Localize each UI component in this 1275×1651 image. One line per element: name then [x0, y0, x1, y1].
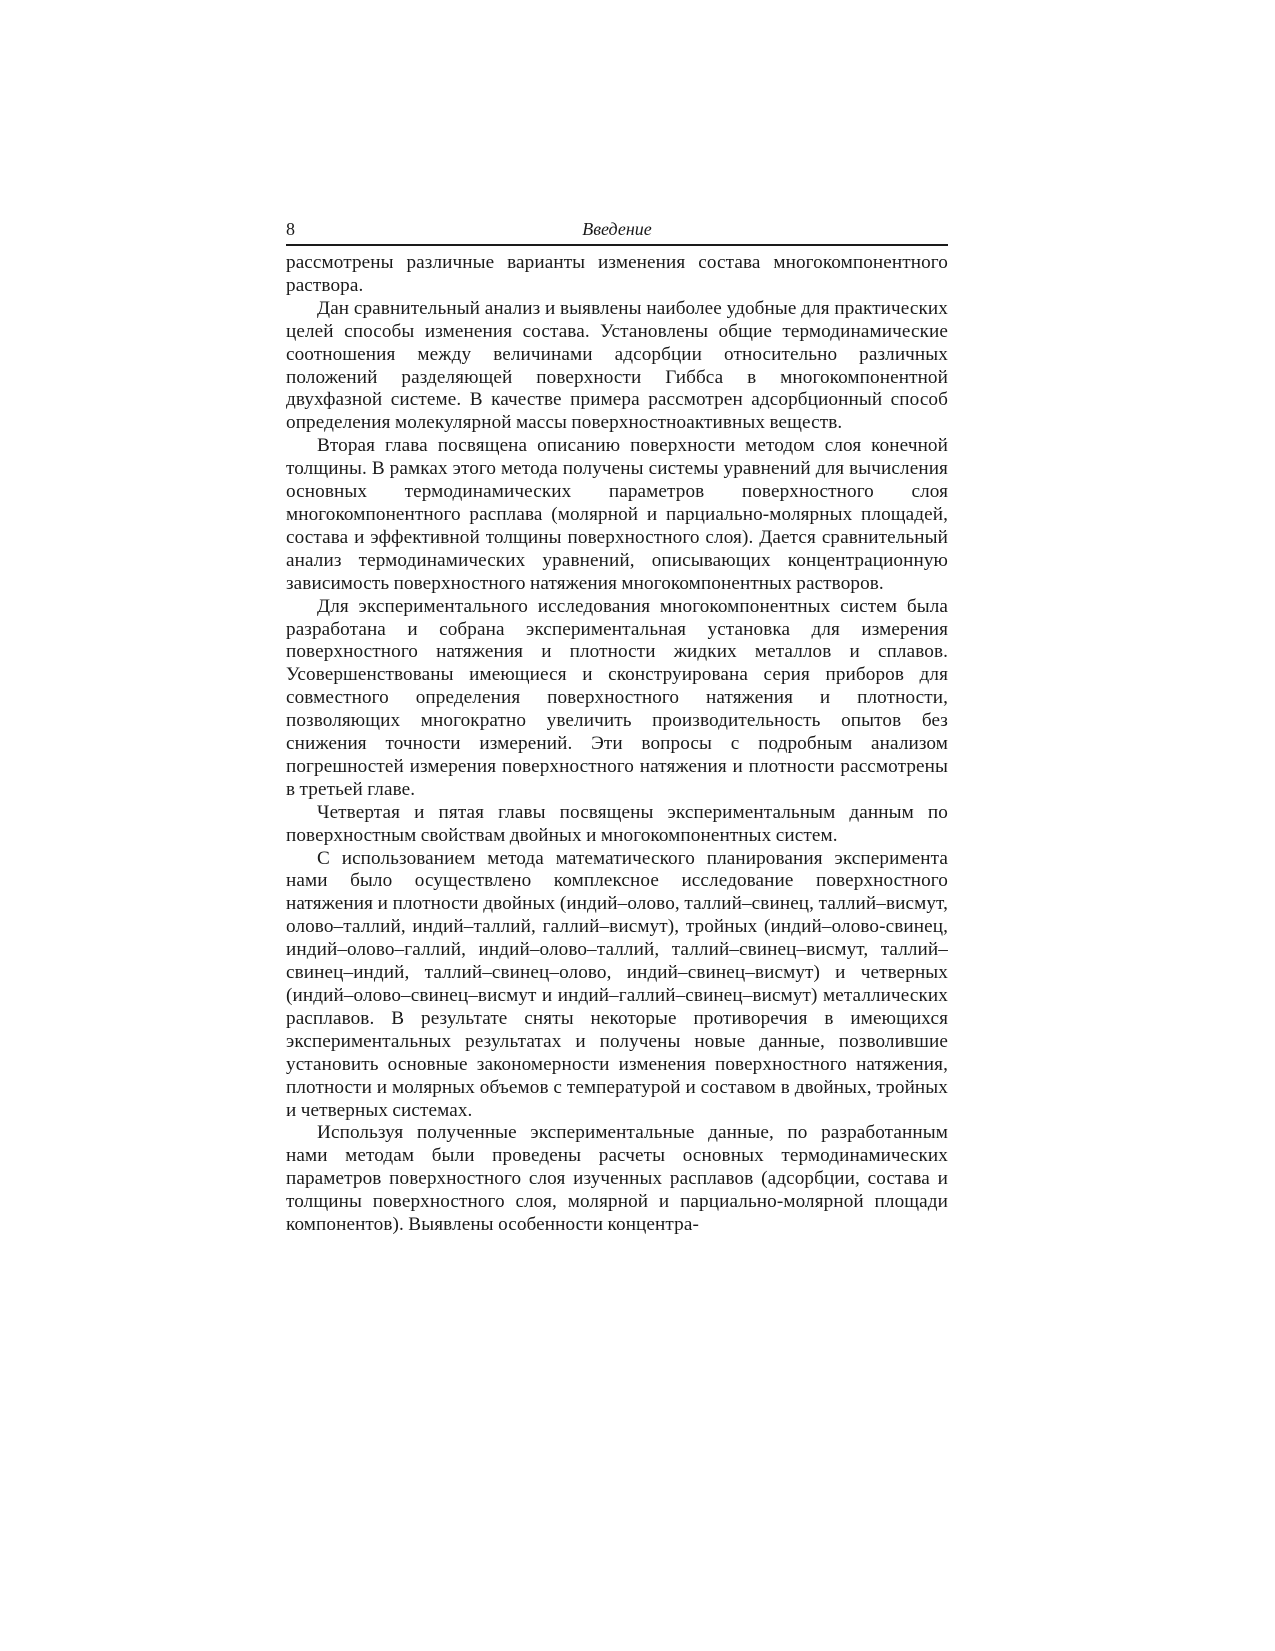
running-title: Введение: [582, 219, 652, 239]
body-text: [286, 252, 948, 1237]
paragraph: С использованием метода математического планирования эксперимента нами было осуществлено комплексное исследование поверхностного натяжения и плотности двойных (индий–олово, таллий–свинец, таллий–висмут, олово–таллий, индий–таллий, галлий–висмут), тройных (индий–олово-свинец, индий–олово–галлий, индий–олово–таллий, таллий–свинец–висмут, таллий–свинец–индий, таллий–свинец–олово, индий–свинец–висмут) и четверных (индий–олово–свинец–висмут и индий–галлий–свинец–висмут) металлических расплавов. В результате сняты некоторые противоречия в имеющихся экспериментальных результатах и получены новые данные, позволившие установить основные закономерности изменения поверхностного натяжения, плотности и молярных объемов с температурой и составом в двойных, тройных и четверных системах.: [286, 847, 948, 1121]
paragraph: Для экспериментального исследования многокомпонентных систем была разработана и собрана экспериментальная установка для измерения поверхностного натяжения и плотности жидких металлов и сплавов. Усовершенствованы имеющиеся и сконструирована серия приборов для совместного определения поверхностного натяжения и плотности, позволяющих многократно увеличить производительность опытов без снижения точности измерений. Эти вопросы с подробным анализом погрешностей измерения поверхностного натяжения и плотности рассмотрены в третьей главе.: [286, 595, 948, 800]
running-header: [286, 218, 948, 246]
paragraph: Используя полученные экспериментальные данные, по разработанным нами методам были проведены расчеты основных термодинамических параметров поверхностного слоя изученных расплавов (адсорбции, состава и толщины поверхностного слоя, молярной и парциально-молярной площади компонентов). Выявлены особенности концентра-: [286, 1122, 948, 1236]
paragraph: Дан сравнительный анализ и выявлены наиболее удобные для практических целей способы изменения состава. Установлены общие термодинамические соотношения между величинами адсорбции относительно различных положений разделяющей поверхности Гиббса в многокомпонентной двухфазной системе. В качестве примера рассмотрен адсорбционный способ определения молекулярной массы поверхностноактивных веществ.: [286, 297, 948, 434]
book-page: [286, 218, 948, 1237]
paragraph: рассмотрены различные варианты изменения состава многокомпонентного раствора.: [286, 252, 948, 296]
paragraph: Вторая глава посвящена описанию поверхности методом слоя конечной толщины. В рамках этого метода получены системы уравнений для вычисления основных термодинамических параметров поверхностного слоя многокомпонентного расплава (молярной и парциально-молярных площадей, состава и эффективной толщины поверхностного слоя). Дается сравнительный анализ термодинамических уравнений, описывающих концентрационную зависимость поверхностного натяжения многокомпонентных растворов.: [286, 435, 948, 594]
page-number: 8: [286, 219, 295, 239]
paragraph: Четвертая и пятая главы посвящены экспериментальным данным по поверхностным свойствам двойных и многокомпонентных систем.: [286, 801, 948, 846]
